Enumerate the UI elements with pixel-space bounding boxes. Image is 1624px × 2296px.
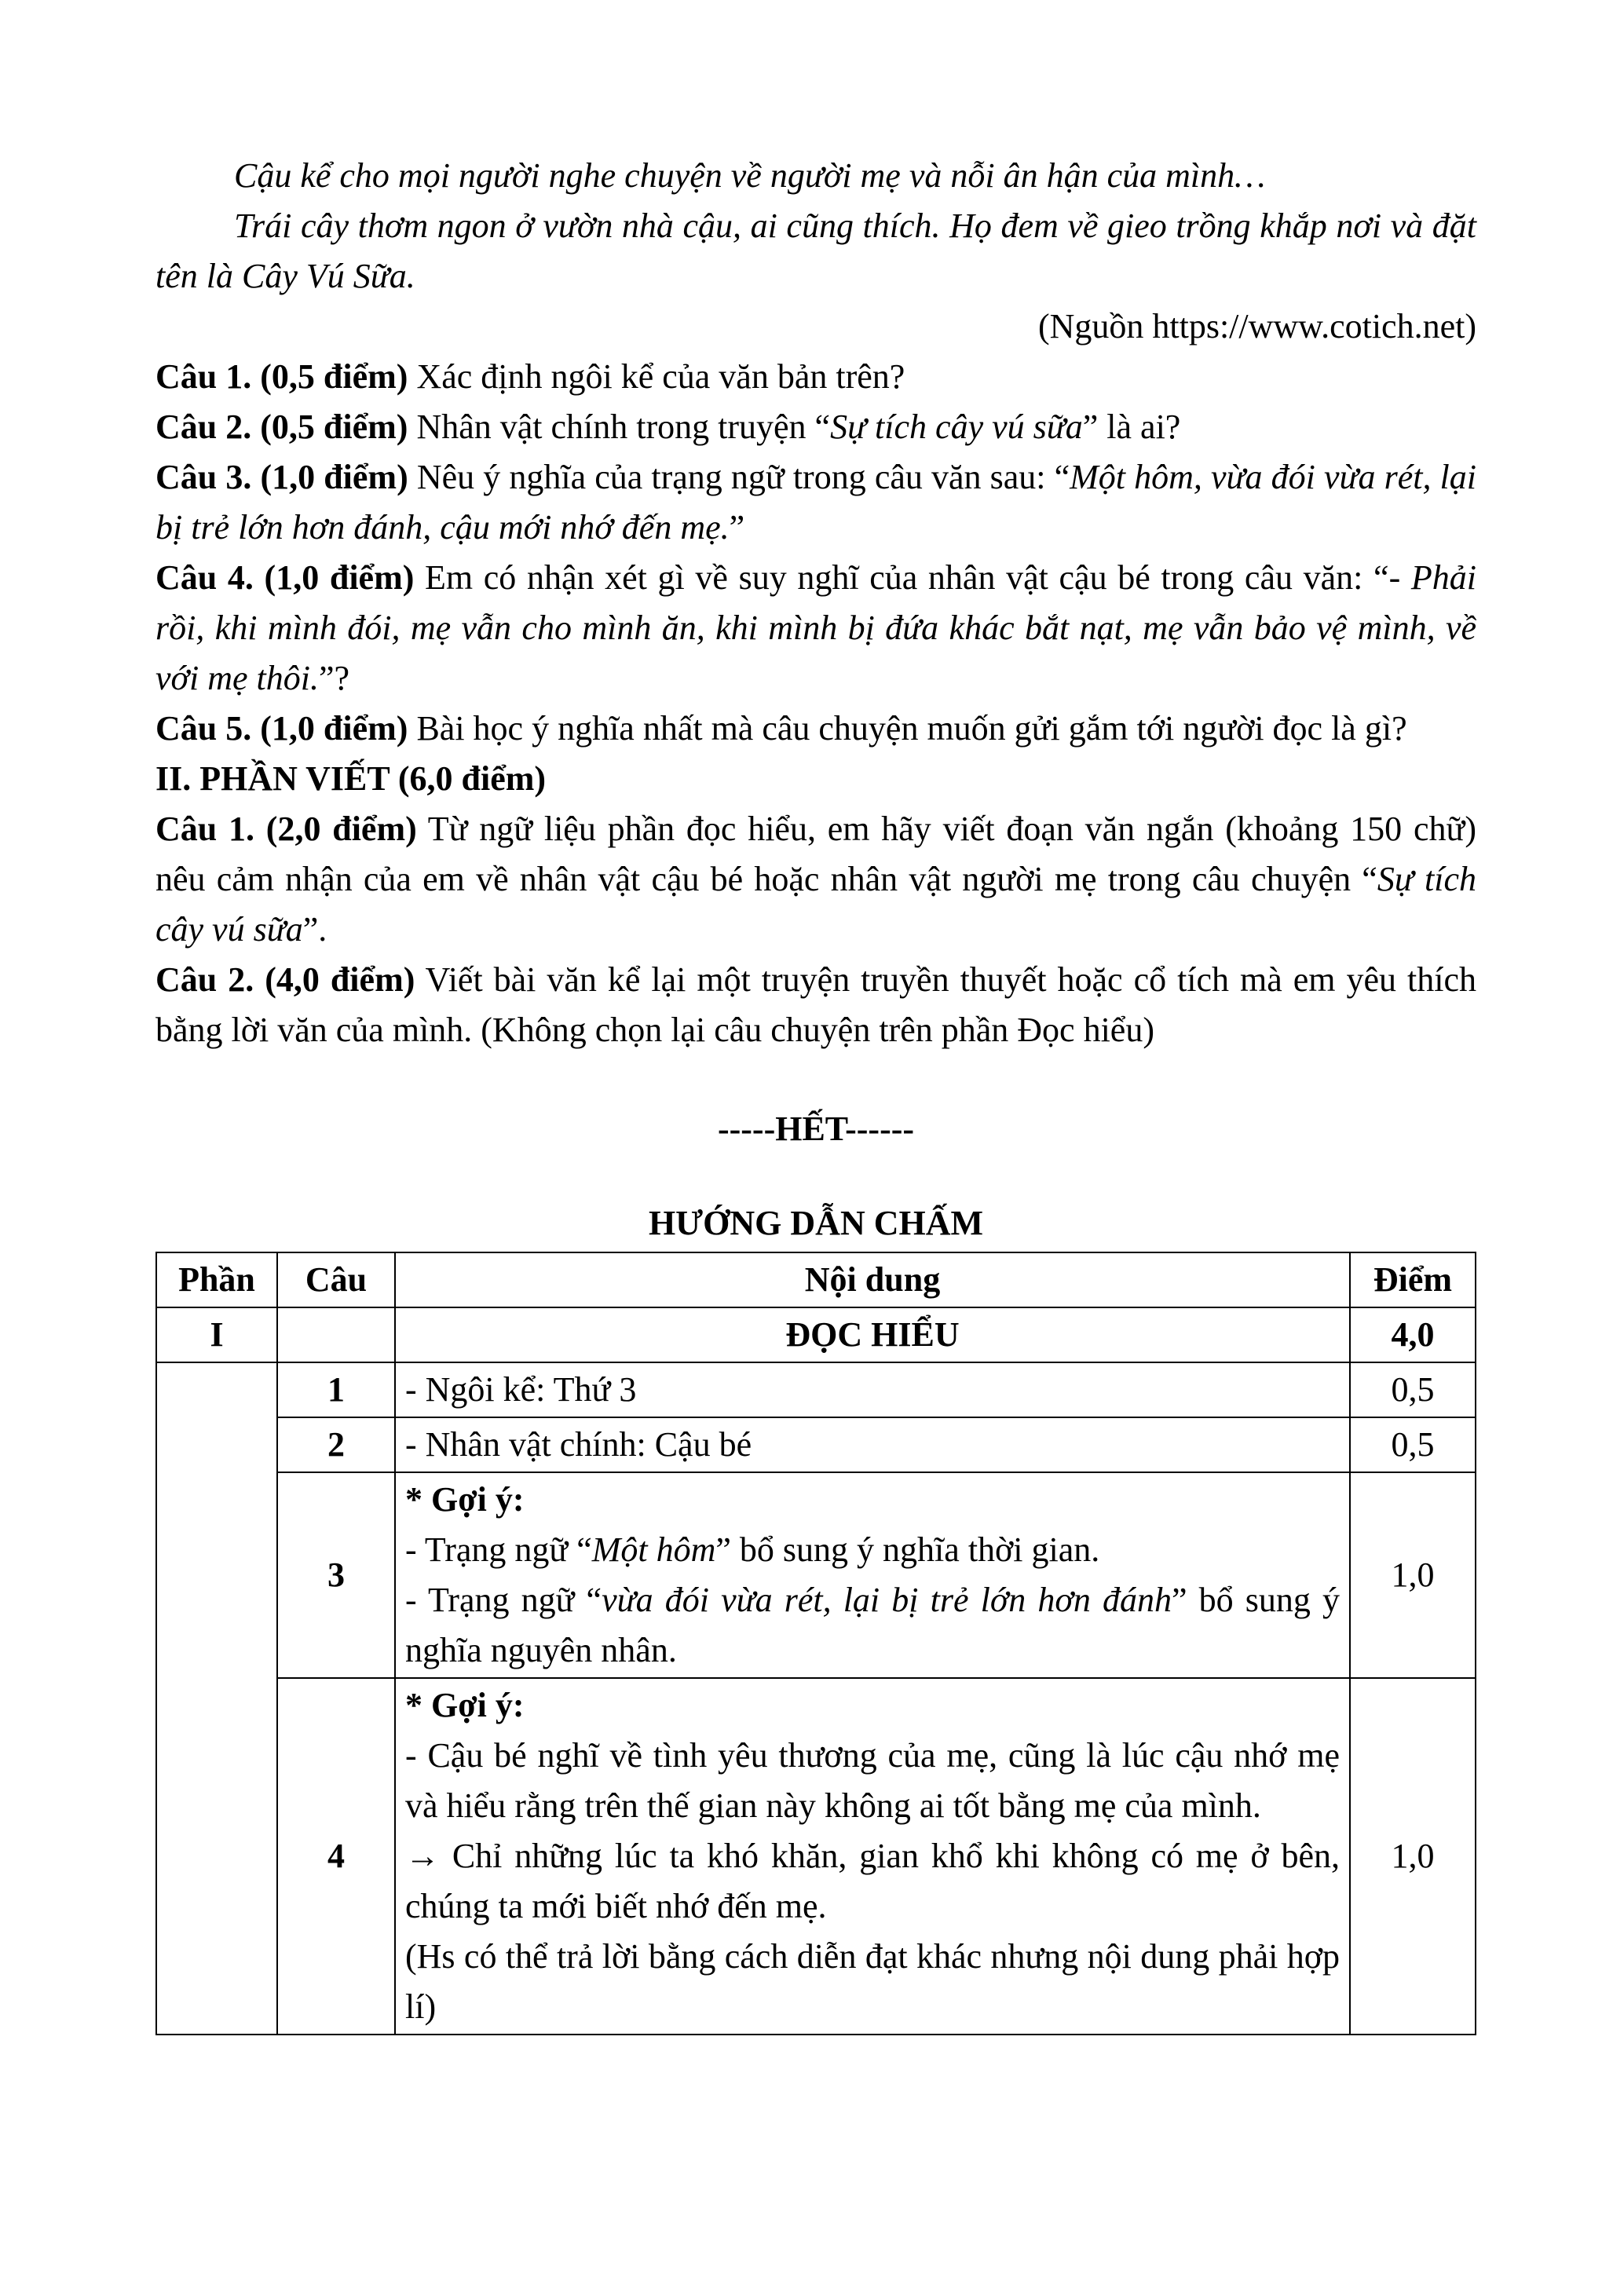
row-num: 1: [277, 1362, 395, 1417]
section-score: 4,0: [1350, 1307, 1476, 1362]
part-blank-cell: [156, 1362, 277, 2035]
answer-line: - Trạng ngữ “Một hôm” bổ sung ý nghĩa thời gian.: [405, 1530, 1100, 1569]
row-content: [395, 1678, 1350, 2035]
grading-table-header: [156, 1252, 1476, 1307]
header-content: Nội dung: [395, 1252, 1350, 1307]
hint-label: * Gợi ý:: [405, 1686, 525, 1724]
question-2: Câu 2. (0,5 điểm) Nhân vật chính trong truyện “Sự tích cây vú sữa” là ai?: [155, 408, 1181, 446]
section-part: I: [156, 1307, 277, 1362]
document-page: [155, 151, 1476, 2035]
row-score: 1,0: [1350, 1678, 1476, 2035]
section-2-heading: II. PHẦN VIẾT (6,0 điểm): [155, 759, 547, 798]
grading-table: [155, 1252, 1476, 2035]
answer-line: - Trạng ngữ “vừa đói vừa rét, lại bị trẻ lớn hơn đánh” bổ sung ý nghĩa nguyên nhân.: [405, 1581, 1341, 1669]
section-content: ĐỌC HIỂU: [395, 1307, 1350, 1362]
row-num: 3: [277, 1472, 395, 1678]
section-row: [156, 1307, 1476, 1362]
table-row: [156, 1362, 1476, 1417]
question-4: Câu 4. (1,0 điểm) Em có nhận xét gì về suy nghĩ của nhân vật cậu bé trong câu văn: “- Phải rồi, khi mình đói, mẹ vẫn cho mình ăn, khi mình bị đứa khác bắt nạt, mẹ vẫn bảo vệ mình, về với mẹ thôi.”?: [155, 558, 1476, 697]
answer-note: (Hs có thể trả lời bằng cách diễn đạt khác nhưng nội dung phải hợp lí): [405, 1937, 1340, 2026]
row-score: 1,0: [1350, 1472, 1476, 1678]
question-1: Câu 1. (0,5 điểm) Xác định ngôi kể của văn bản trên?: [155, 357, 905, 396]
question-5: Câu 5. (1,0 điểm) Bài học ý nghĩa nhất mà câu chuyện muốn gửi gắm tới người đọc là gì?: [155, 709, 1407, 748]
section-empty: [277, 1307, 395, 1362]
writing-question-2: Câu 2. (4,0 điểm) Viết bài văn kể lại một truyện truyền thuyết hoặc cổ tích mà em yêu thích bằng lời văn của mình. (Không chọn lại câu chuyện trên phần Đọc hiểu): [155, 960, 1476, 1049]
header-part: Phần: [156, 1252, 277, 1307]
table-row: [156, 1678, 1476, 2035]
header-question: Câu: [277, 1252, 395, 1307]
row-num: 2: [277, 1417, 395, 1472]
story-source: (Nguồn https://www.cotich.net): [1037, 307, 1476, 345]
table-row: [156, 1417, 1476, 1472]
story-line-1: Cậu kể cho mọi người nghe chuyện về người mẹ và nỗi ân hận của mình…: [234, 156, 1266, 195]
row-content: [395, 1472, 1350, 1678]
answer-line: → Chỉ những lúc ta khó khăn, gian khổ khi không có mẹ ở bên, chúng ta mới biết nhớ đến mẹ.: [405, 1837, 1340, 1925]
guide-title: HƯỚNG DẪN CHẤM: [648, 1204, 984, 1242]
row-score: 0,5: [1350, 1417, 1476, 1472]
writing-question-1: Câu 1. (2,0 điểm) Từ ngữ liệu phần đọc hiểu, em hãy viết đoạn văn ngắn (khoảng 150 chữ) nêu cảm nhận của em về nhân vật cậu bé hoặc nhân vật người mẹ trong câu chuyện “Sự tích cây vú sữa”.: [155, 810, 1477, 949]
row-score: 0,5: [1350, 1362, 1476, 1417]
question-3: Câu 3. (1,0 điểm) Nêu ý nghĩa của trạng ngữ trong câu văn sau: “Một hôm, vừa đói vừa rét, lại bị trẻ lớn hơn đánh, cậu mới nhớ đến mẹ.”: [155, 458, 1476, 547]
row-num: 4: [277, 1678, 395, 2035]
hint-label: * Gợi ý:: [405, 1480, 525, 1519]
table-row: [156, 1472, 1476, 1678]
header-score: Điểm: [1350, 1252, 1476, 1307]
end-marker: -----HẾT------: [717, 1110, 915, 1148]
answer-line: - Cậu bé nghĩ về tình yêu thương của mẹ, cũng là lúc cậu nhớ mẹ và hiểu rằng trên thế gian này không ai tốt bằng mẹ của mình.: [405, 1736, 1340, 1825]
row-content: - Nhân vật chính: Cậu bé: [395, 1417, 1350, 1472]
row-content: - Ngôi kể: Thứ 3: [395, 1362, 1350, 1417]
story-line-2: Trái cây thơm ngon ở vườn nhà cậu, ai cũng thích. Họ đem về gieo trồng khắp nơi và đặt tên là Cây Vú Sữa.: [155, 207, 1476, 295]
